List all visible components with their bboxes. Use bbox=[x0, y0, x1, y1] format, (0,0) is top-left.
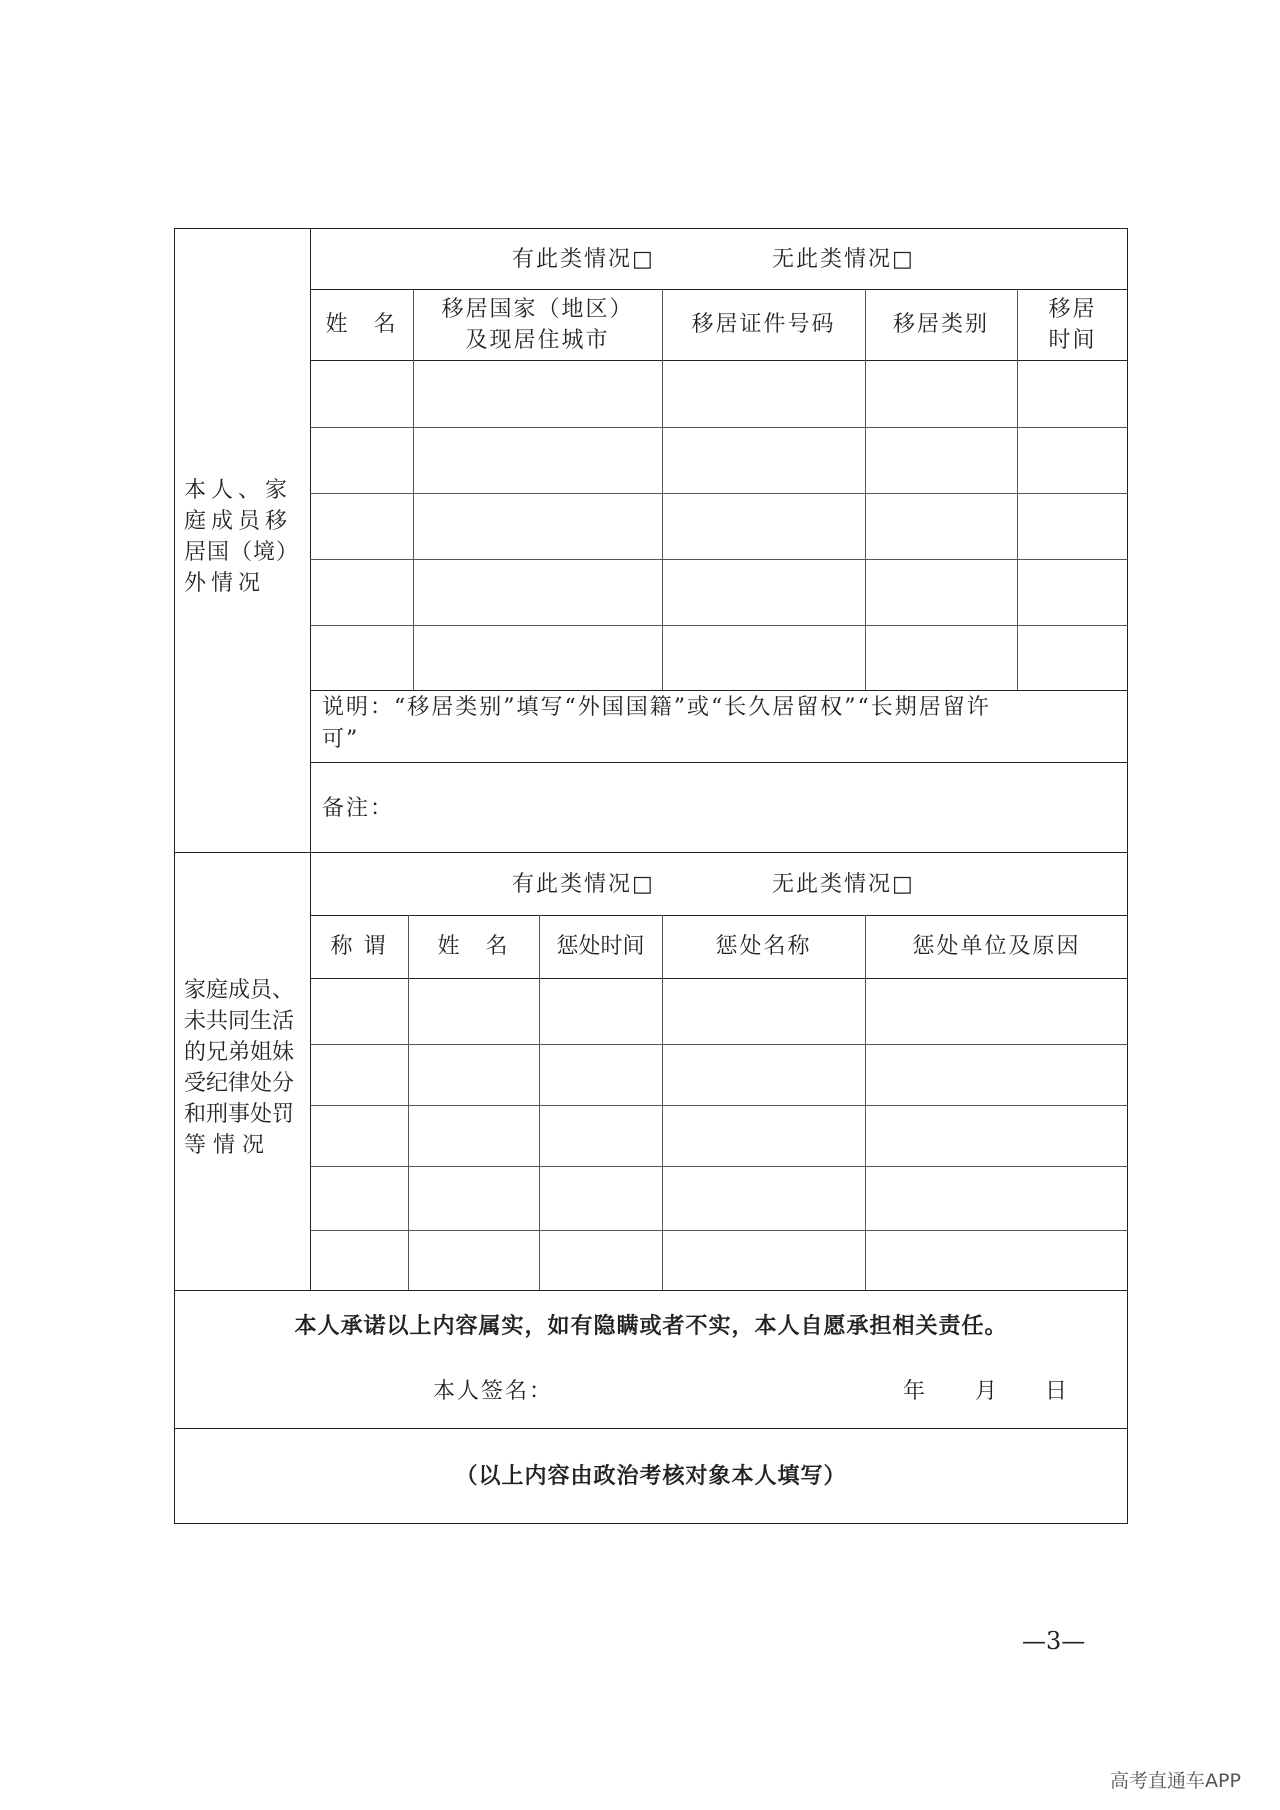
row-line bbox=[310, 762, 1128, 763]
section-divider bbox=[174, 852, 1128, 853]
row-line bbox=[310, 625, 1128, 626]
header-penalty-title: 惩处名称 bbox=[715, 933, 812, 959]
row-line bbox=[310, 1044, 1128, 1045]
row-line bbox=[310, 493, 1128, 494]
row-line bbox=[310, 1166, 1128, 1167]
instruction-note: 说明：“移居类别”填写“外国国籍”或“长久居留权”“长期居留许 可” bbox=[322, 695, 991, 752]
has-case-checkbox-2[interactable]: 有此类情况□ bbox=[512, 872, 655, 897]
footer-note: （以上内容由政治考核对象本人填写） bbox=[455, 1464, 847, 1489]
pledge-statement: 本人承诺以上内容属实，如有隐瞒或者不实，本人自愿承担相关责任。 bbox=[294, 1314, 1008, 1339]
header-migration-type: 移居类别 bbox=[892, 311, 989, 337]
section-divider bbox=[174, 1290, 1128, 1291]
header-cert-number: 移居证件号码 bbox=[691, 311, 836, 337]
header-migration-time: 移居 时间 bbox=[1048, 296, 1097, 353]
label-column-divider bbox=[310, 228, 311, 1290]
signature-label: 本人签名： bbox=[433, 1379, 554, 1404]
no-case-checkbox-2[interactable]: 无此类情况□ bbox=[772, 872, 915, 897]
row-line bbox=[310, 559, 1128, 560]
row-line bbox=[310, 978, 1128, 979]
header-penalty-time: 惩处时间 bbox=[556, 933, 645, 959]
section1-label: 本人、家 庭成员移 居国（境） 外情况 bbox=[184, 478, 300, 596]
header-penalty-unit: 惩处单位及原因 bbox=[912, 933, 1081, 959]
row-line bbox=[310, 1230, 1128, 1231]
row-line bbox=[310, 690, 1128, 691]
header-name: 姓 名 bbox=[325, 311, 398, 337]
page-number: —3— bbox=[1022, 1627, 1086, 1655]
row-line bbox=[310, 360, 1128, 361]
no-case-checkbox[interactable]: 无此类情况□ bbox=[772, 247, 915, 272]
watermark-text: 高考直通车APP bbox=[1110, 1770, 1241, 1792]
header-relation: 称 谓 bbox=[330, 933, 388, 959]
signature-date: 年 月 日 bbox=[903, 1379, 1070, 1404]
header-country: 移居国家（地区） 及现居住城市 bbox=[441, 296, 634, 353]
section-divider bbox=[174, 1428, 1128, 1429]
row-line bbox=[310, 1105, 1128, 1106]
remark-label: 备注： bbox=[322, 796, 395, 821]
section2-label: 家庭成员、 未共同生活 的兄弟姐妹 受纪律处分 和刑事处罚 等 情 况 bbox=[184, 978, 295, 1158]
has-case-checkbox[interactable]: 有此类情况□ bbox=[512, 247, 655, 272]
header-name-2: 姓 名 bbox=[437, 933, 510, 959]
row-line bbox=[310, 427, 1128, 428]
